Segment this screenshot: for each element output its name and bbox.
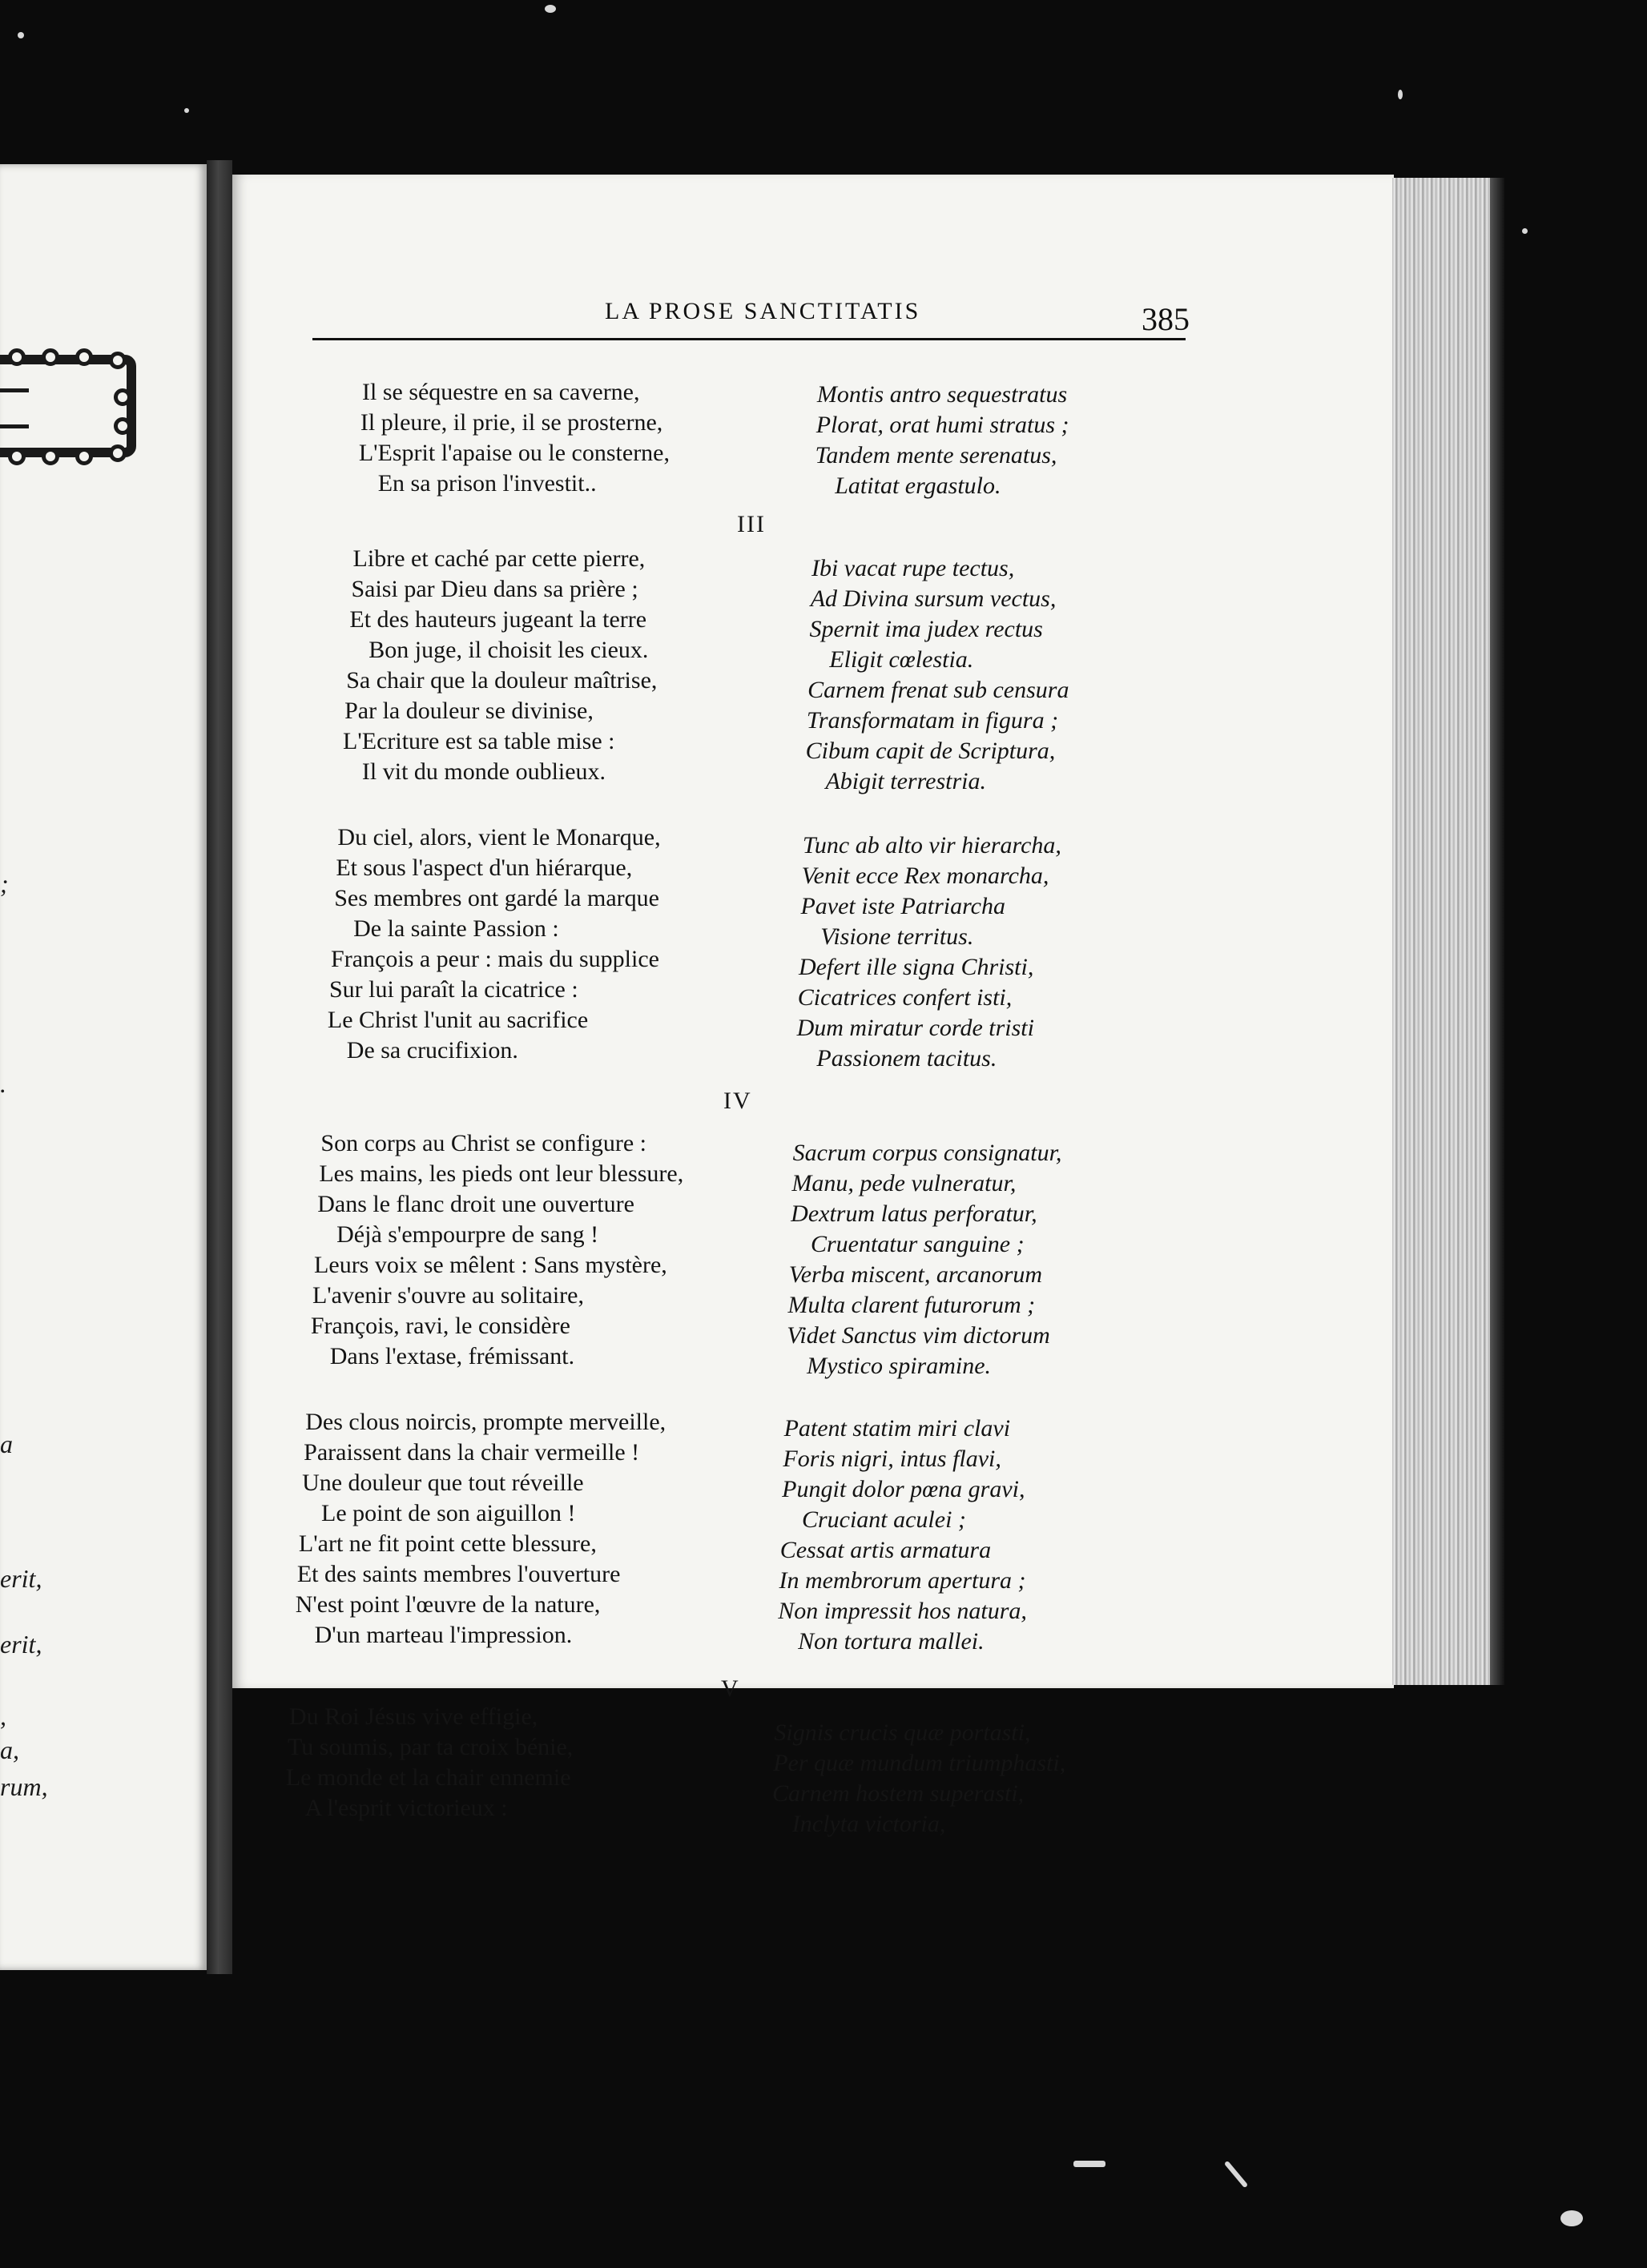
latin-verse-line: Patent statim miri clavi	[783, 1415, 1011, 1442]
french-verse-line: Le Christ l'unit au sacrifice	[327, 1007, 589, 1033]
french-verse-line: François, ravi, le considère	[310, 1313, 570, 1339]
latin-verse-line: Videt Sanctus vim dictorum	[787, 1322, 1050, 1349]
latin-verse-line: Cibum capit de Scriptura,	[805, 738, 1056, 764]
french-verse-line: Du ciel, alors, vient le Monarque,	[337, 824, 661, 850]
latin-verse-line: Carnem frenat sub censura	[807, 677, 1069, 703]
latin-verse-line: Sacrum corpus consignatur,	[792, 1140, 1062, 1166]
french-verse-line: Libre et caché par cette pierre,	[352, 545, 646, 572]
latin-verse-line: Defert ille signa Christi,	[799, 954, 1034, 980]
french-verse-line: Une douleur que tout réveille	[302, 1470, 584, 1496]
latin-verse-line: Inclyta victoria,	[791, 1811, 946, 1837]
latin-verse-line: Passionem tacitus.	[816, 1045, 997, 1072]
latin-verse-line: Transformatam in figura ;	[806, 707, 1059, 734]
stanza-number: III	[737, 511, 766, 537]
latin-verse-line: Cessat artis armatura	[779, 1537, 992, 1563]
latin-verse-line: Abigit terrestria.	[825, 768, 986, 794]
french-verse-line: Les mains, les pieds ont leur blessure,	[319, 1160, 684, 1187]
french-verse-line: François a peur : mais du supplice	[331, 946, 659, 972]
latin-verse-line: Ad Divina sursum vectus,	[810, 585, 1057, 612]
french-verse-line: D'un marteau l'impression.	[314, 1622, 573, 1648]
french-verse-line: Dans le flanc droit une ouverture	[317, 1191, 634, 1217]
latin-verse-line: Spernit ima judex rectus	[809, 616, 1043, 642]
french-verse-line: Il se séquestre en sa caverne,	[362, 379, 640, 405]
left-page-fragment: ;	[0, 869, 9, 898]
left-page-fragment: ,	[0, 1702, 6, 1731]
french-verse-line: Sa chair que la douleur maîtrise,	[346, 667, 658, 694]
latin-verse-line: Foris nigri, intus flavi,	[783, 1446, 1001, 1472]
french-verse-line: Bon juge, il choisit les cieux.	[368, 637, 649, 663]
french-verse-line: Du Roi Jésus vive effigie,	[289, 1703, 538, 1730]
left-page-fragment: a	[0, 1430, 13, 1458]
latin-verse-line: Tunc ab alto vir hierarcha,	[802, 832, 1061, 859]
french-verse-line: De sa crucifixion.	[346, 1037, 518, 1064]
french-verse-line: Son corps au Christ se configure :	[320, 1130, 647, 1156]
french-verse-line: L'avenir s'ouvre au solitaire,	[312, 1282, 584, 1309]
ornament-inner	[0, 388, 29, 428]
dust-speck	[545, 5, 556, 13]
latin-verse-line: Montis antro sequestratus	[816, 381, 1068, 408]
french-verse-line: Le point de son aiguillon !	[321, 1500, 576, 1526]
dust-speck	[1224, 2161, 1248, 2188]
left-page	[0, 164, 207, 1970]
french-verse-line: En sa prison l'investit..	[377, 470, 597, 497]
french-verse-line: A l'esprit victorieux :	[304, 1795, 508, 1821]
latin-verse-line: Non impressit hos natura,	[778, 1598, 1027, 1624]
latin-verse-line: Carnem hostem superasti,	[772, 1780, 1025, 1807]
french-verse-line: Il pleure, il prie, il se prosterne,	[360, 409, 663, 436]
french-verse-line: Paraissent dans la chair vermeille !	[304, 1439, 640, 1466]
french-verse-line: Et des hauteurs jugeant la terre	[349, 606, 647, 633]
left-page-fragment: a,	[0, 1735, 19, 1764]
latin-verse-line: In membrorum apertura ;	[779, 1567, 1026, 1594]
page-number: 385	[1142, 301, 1190, 337]
latin-verse-line: Mystico spiramine.	[807, 1353, 992, 1379]
french-verse-line: Il vit du monde oublieux.	[361, 758, 606, 785]
latin-verse-line: Manu, pede vulneratur,	[791, 1170, 1017, 1196]
dust-speck	[1522, 228, 1528, 234]
latin-verse-line: Pungit dolor pœna gravi,	[782, 1476, 1025, 1502]
stanza-number: V	[721, 1675, 740, 1702]
latin-verse-line: Dextrum latus perforatur,	[791, 1200, 1037, 1227]
french-verse-line: Leurs voix se mêlent : Sans mystère,	[314, 1252, 667, 1278]
latin-verse-line: Cruciant aculei ;	[801, 1506, 966, 1533]
latin-verse-line: Eligit cœlestia.	[829, 646, 974, 673]
french-verse-line: Le monde et la chair ennemie	[285, 1764, 571, 1791]
latin-verse-line: Verba miscent, arcanorum	[788, 1261, 1043, 1288]
french-verse-line: N'est point l'œuvre de la nature,	[295, 1591, 601, 1618]
french-verse-line: Des clous noircis, prompte merveille,	[305, 1409, 666, 1435]
french-verse-line: Et sous l'aspect d'un hiérarque,	[336, 855, 633, 881]
book-gutter	[207, 160, 232, 1974]
latin-verse-line: Visione territus.	[820, 923, 974, 950]
dust-speck	[1073, 2161, 1105, 2167]
latin-verse-line: Tandem mente serenatus,	[815, 442, 1057, 468]
french-verse-line: Dans l'extase, frémissant.	[329, 1343, 575, 1369]
latin-verse-line: Per quæ mundum triumphasti,	[773, 1750, 1066, 1776]
latin-verse-line: Plorat, orat humi stratus ;	[815, 412, 1069, 438]
french-verse-line: Sur lui paraît la cicatrice :	[328, 976, 578, 1003]
french-verse-line: Tu soumis, par ta croix bénie,	[287, 1734, 574, 1760]
latin-verse-line: Dum miratur corde tristi	[796, 1015, 1034, 1041]
latin-verse-line: Cicatrices confert isti,	[797, 984, 1013, 1011]
latin-verse-line: Multa clarent futurorum ;	[787, 1292, 1036, 1318]
latin-verse-line: Venit ecce Rex monarcha,	[801, 863, 1049, 889]
latin-verse-line: Pavet iste Patriarcha	[800, 893, 1005, 919]
stanza-number: IV	[723, 1088, 752, 1114]
left-page-fragment: erit,	[0, 1630, 42, 1659]
header-rule	[312, 338, 1186, 340]
french-verse-line: Par la douleur se divinise,	[344, 698, 594, 724]
french-verse-line: L'Esprit l'apaise ou le consterne,	[358, 440, 670, 466]
latin-verse-line: Non tortura mallei.	[798, 1628, 985, 1655]
french-verse-line: De la sainte Passion :	[353, 915, 559, 942]
latin-verse-line: Ibi vacat rupe tectus,	[811, 555, 1015, 581]
dust-speck	[1398, 90, 1403, 99]
page-edge	[1392, 178, 1490, 1685]
french-verse-line: L'Ecriture est sa table mise :	[343, 728, 615, 754]
left-page-fragment: rum,	[0, 1772, 48, 1801]
page-edge-shadow	[1490, 178, 1504, 1685]
left-page-fragment: .	[0, 1069, 6, 1098]
left-page-fragment: erit,	[0, 1564, 42, 1593]
french-verse-line: Saisi par Dieu dans sa prière ;	[351, 576, 638, 602]
dust-speck	[1560, 2210, 1583, 2226]
latin-verse-line: Latitat ergastulo.	[835, 472, 1001, 499]
latin-verse-line: Cruentatur sanguine ;	[810, 1231, 1025, 1257]
french-verse-line: L'art ne fit point cette blessure,	[298, 1530, 597, 1557]
latin-verse-line: Signis crucis quæ portasti,	[774, 1719, 1031, 1746]
dust-speck	[184, 108, 189, 113]
french-verse-line: Ses membres ont gardé la marque	[334, 885, 659, 911]
dust-speck	[18, 32, 24, 38]
french-verse-line: Déjà s'empourpre de sang !	[336, 1221, 599, 1248]
french-verse-line: Et des saints membres l'ouverture	[296, 1561, 621, 1587]
